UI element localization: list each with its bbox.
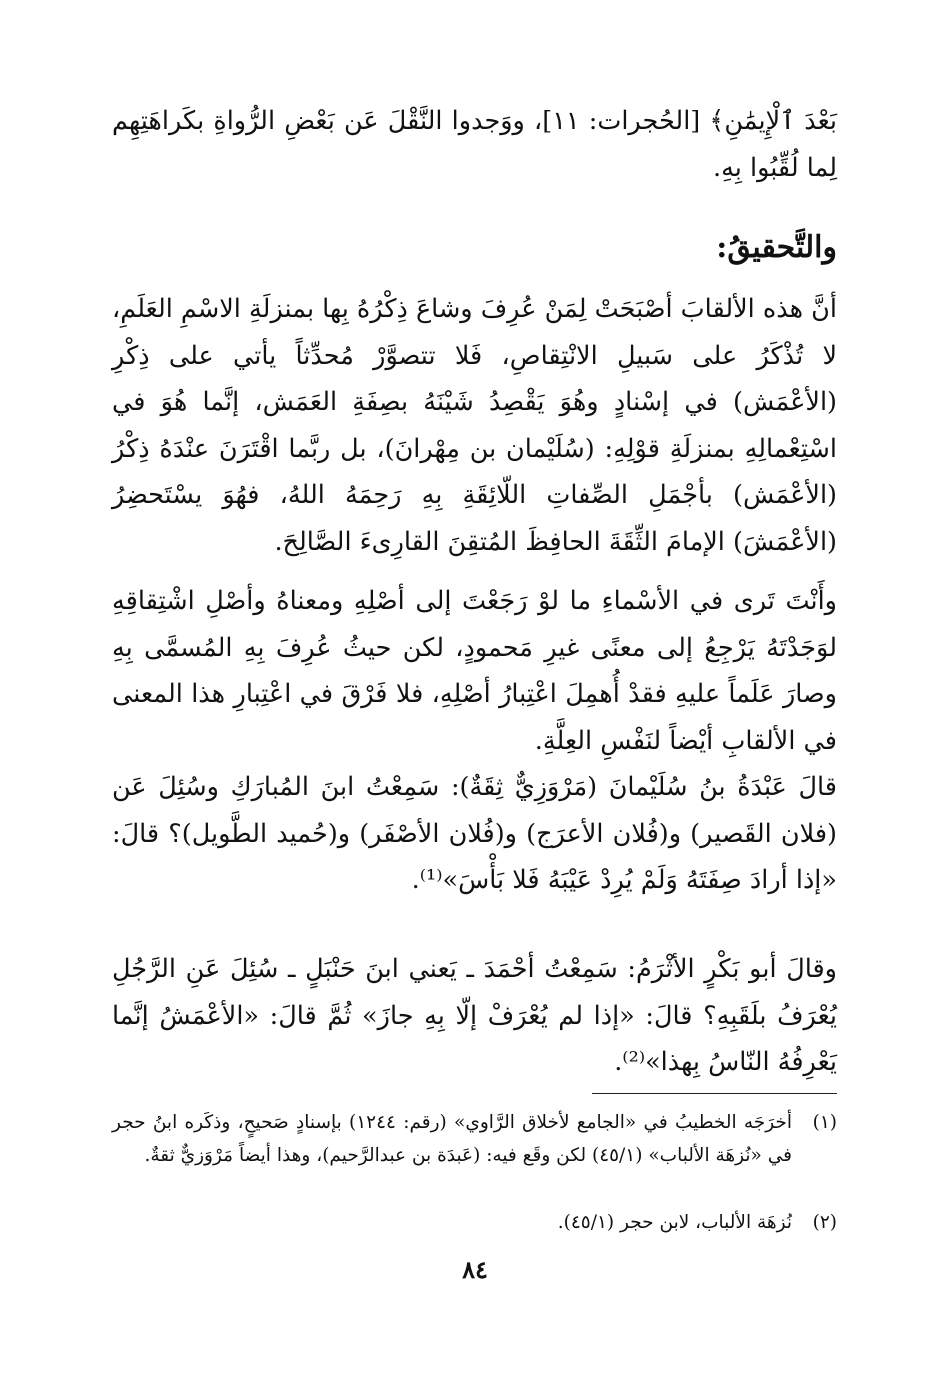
page-number: ٨٤ [462, 1255, 488, 1284]
paragraph-3: قالَ عَبْدَةُ بنُ سُلَيْمانَ (مَرْوَزِيٌّ ثِقَةٌ): سَمِعْتُ ابنَ المُبارَكِ وسُئِلَ عَن (فلان القَصير) و(فُلان الأعرَج) و(فُلان الأصْفَر) و(حُميد الطَّويل)؟ قالَ: «إذا أرادَ صِفَتَهُ وَلَمْ يُرِدْ عَيْبَهُ فَلا بَأْسَ»⁽¹⁾. [112, 772, 837, 895]
paragraph-2: وأَنْتَ تَرى في الأسْماءِ ما لوْ رَجَعْتَ إلى أصْلِهِ ومعناهُ وأصْلِ اشْتِقاقِهِ لوَجَدْتَهُ يَرْجِعُ إلى معنًى غيرِ مَحمودٍ، لكن حيثُ عُرِفَ بِهِ المُسمَّى بِهِ وصارَ عَلَماً عليهِ فقدْ أُهمِلَ اعْتِبارُ أصْلِهِ، فلا فَرْقَ في اعْتِبارِ هذا المعنى في الألقابِ أيْضاً لنَفْسِ العِلَّةِ. [112, 586, 837, 756]
section-heading: والتَّحقيقُ: [716, 230, 837, 265]
footnote-2 [112, 1206, 837, 1239]
intro-paragraph: بَعْدَ ٱلْإِيمَٰنِ﴾ [الحُجرات: ١١]، ووَجدوا النَّقْلَ عَن بَعْضِ الرُّواةِ بكَراهَتِهِم لِما لُقِّبُوا بِهِ. [112, 106, 837, 183]
paragraph-1: أنَّ هذه الألقابَ أصْبَحَتْ لِمَنْ عُرِفَ وشاعَ ذِكْرُهُ بِها بمنزلَةِ الاسْمِ العَلَمِ، لا تُذْكَرُ على سَبيلِ الانْتِقاصِ، فَلا تتصوَّرْ مُحدِّثاً يأتي على ذِكْرِ (الأعْمَش) في إسْنادٍ وهُوَ يَقْصِدُ شَيْنَهُ بصِفَةِ العَمَش، إنَّما هُوَ في اسْتِعْمالِهِ بمنزلَةِ قوْلِهِ: (سُلَيْمان بن مِهْرانَ)، بل ربَّما اقْتَرَنَ عنْدَهُ ذِكْرُ (الأعْمَش) بأجْمَلِ الصِّفاتِ اللّائِقَةِ بِهِ رَحِمَهُ اللهُ، فهُوَ يسْتَحضِرُ (الأعْمَشَ) الإمامَ الثِّقَةَ الحافِظَ المُتقِنَ القارِىءَ الصَّالِحَ. [112, 294, 837, 557]
footnote-text: نُزهَة الألباب، لابن حجر (٤٥/١). [557, 1212, 792, 1233]
footnote-text: أخرَجَه الخطيبُ في «الجامع لأخلاق الرَّاوي» (رقم: ١٢٤٤) بإسنادٍ صَحيحٍ، وذكَره ابنُ حجر في «نُزهَة الألباب» (٤٥/١) لكن وقَع فيه: (عَبدَة بن عبدالرَّحيم)، وهذا أيضاً مَرْوَزيٌّ ثقةٌ. [112, 1112, 792, 1166]
paragraph-4: وقالَ أبو بَكْرٍ الأثْرَمُ: سَمِعْتُ أحْمَدَ ـ يَعني ابنَ حَنْبَلٍ ـ سُئِلَ عَنِ الرَّجُلِ يُعْرَفُ بلَقَبِهِ؟ قالَ: «إذا لم يُعْرَفْ إلّا بِهِ جازَ» ثُمَّ قالَ: «الأعْمَشُ إنَّما يَعْرِفُهُ النّاسُ بِهذا»⁽²⁾. [112, 954, 837, 1077]
footnote-number: (٢) [812, 1212, 837, 1233]
footnote-number: (١) [812, 1112, 837, 1133]
footnote-separator [592, 1093, 837, 1094]
footnote-1 [112, 1106, 837, 1172]
